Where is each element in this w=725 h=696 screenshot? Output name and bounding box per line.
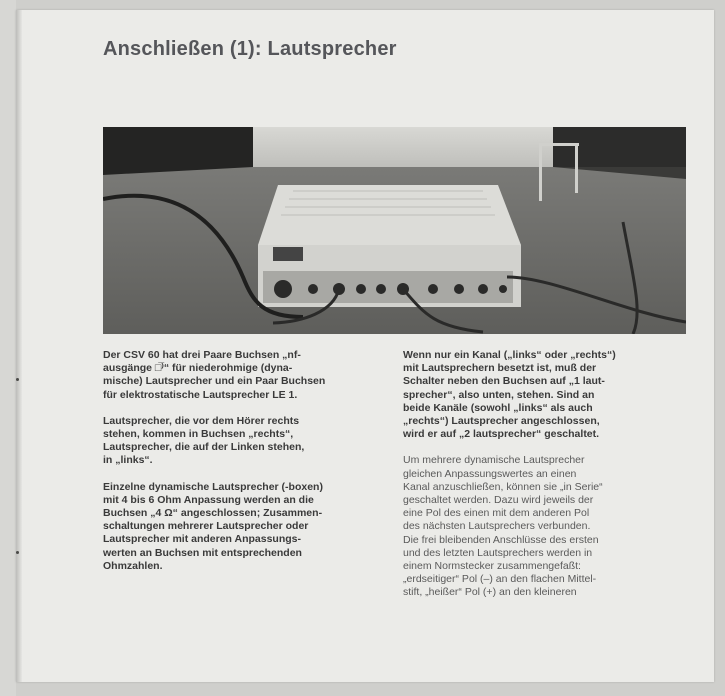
page-gutter <box>16 10 22 682</box>
paragraph: Der CSV 60 hat drei Paare Buchsen „nf- ausgänge □̅⁾“ für niederohmige (dyna- mische) Lautsprecher und ein Paar Buchsen für elektrostatische Lautsprecher LE 1. <box>103 349 326 401</box>
binding-mark <box>16 551 19 554</box>
paragraph: Lautsprecher, die vor dem Hörer rechts stehen, kommen in Buchsen „rechts“, Lautsprecher, die auf der Linken stehen, in „links“. <box>103 414 305 467</box>
page-title: Anschließen (1): Lautsprecher <box>103 38 397 60</box>
paragraph: Einzelne dynamische Lautsprecher (-boxen) mit 4 bis 6 Ohm Anpassung werden an die Buchsen „4 Ω“ angeschlossen; Zusammen- schaltungen mehrerer Lautsprecher oder Lautsprecher mit anderen Anpassungs- werten an Buchsen mit entsprechenden Ohmzahlen. <box>103 480 323 572</box>
binding-mark <box>16 378 19 381</box>
paragraph: Wenn nur ein Kanal („links“ oder „rechts“) mit Lautsprechern besetzt ist, muß der Schalter neben den Buchsen auf „1 laut- sprecher“, also unten, stehen. Sind an beide Kanäle (sowohl „links“ als auch „rechts“) Lautsprecher angeschlossen, wird er auf „2 lautsprecher“ geschaltet. <box>403 349 616 441</box>
right-text-column <box>403 349 703 613</box>
photo-amplifier-icon <box>103 127 686 334</box>
left-text-column <box>103 349 388 586</box>
amplifier-photo <box>103 127 686 334</box>
paragraph: Um mehrere dynamische Lautsprecher gleichen Anpassungswertes an einen Kanal anzuschließen, können sie „in Serie“ geschaltet werden. Dazu wird jeweils der eine Pol des einen mit dem anderen Pol des nächsten Lautsprechers verbunden. Die frei bleibenden Anschlüsse des ersten und des letzten Lautsprechers werden in einem Normstecker zusammengefaßt: „erdseitiger“ Pol (–) an den flachen Mittel- stift, „heißer“ Pol (+) an den kleineren <box>403 454 603 599</box>
previous-page-edge <box>0 0 16 696</box>
